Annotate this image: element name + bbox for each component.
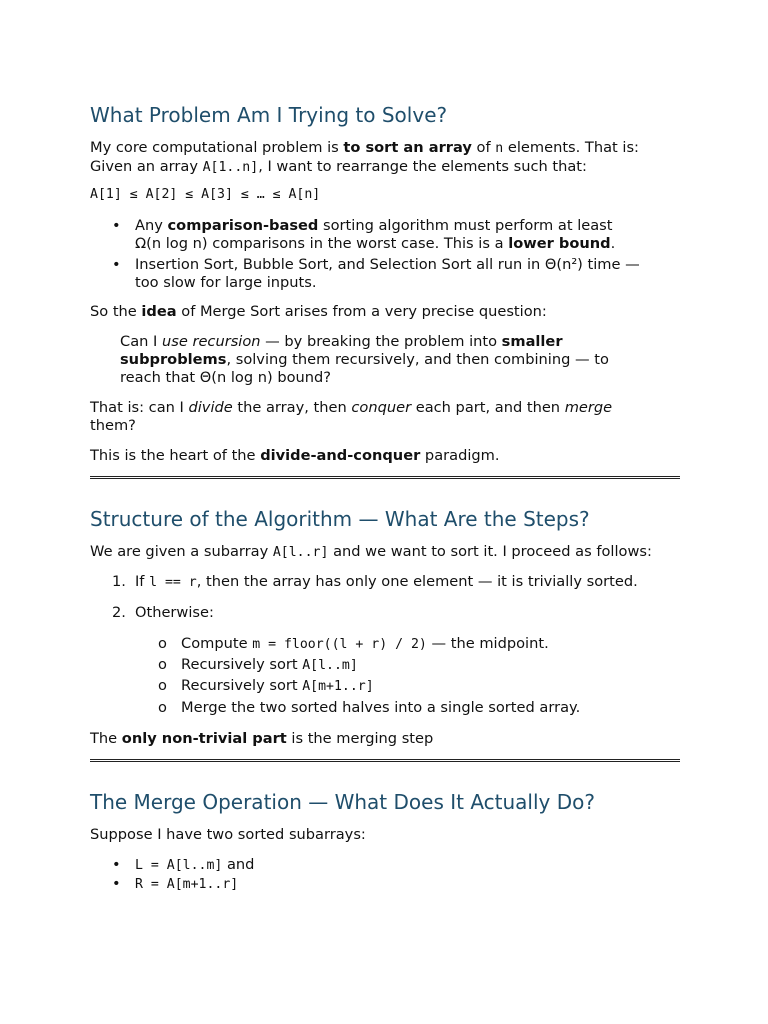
list-item: Recursively sort A[l..m] xyxy=(181,656,358,673)
inline-code: A[1..n] xyxy=(202,160,259,175)
step-number: 1. xyxy=(112,573,126,590)
idea-paragraph: So the idea of Merge Sort arises from a very precise question: xyxy=(90,303,547,320)
list-item: Recursively sort A[m+1..r] xyxy=(181,677,374,694)
emphasis: to sort an array xyxy=(343,139,472,156)
list-item xyxy=(135,875,675,894)
list-item: Any comparison-based sorting algorithm must perform at least Ω(n log n) comparisons in the worst case. This is a lower bound. xyxy=(135,217,616,252)
inline-code: L = A[l..m] xyxy=(135,858,223,873)
list-item: Otherwise: xyxy=(135,604,214,621)
list-item: If l == r, then the array has only one element — it is trivially sorted. xyxy=(135,573,638,590)
section-heading-merge: The Merge Operation — What Does It Actually Do? xyxy=(90,790,595,814)
section-divider xyxy=(90,759,680,762)
inline-code: m = floor((l + r) / 2) xyxy=(252,637,427,652)
inline-code: R = A[m+1..r] xyxy=(135,877,239,892)
blockquote-question: Can I use recursion — by breaking the problem into smaller subproblems, solving them recursively, and then combining — to reach that Θ(n log n) bound? xyxy=(120,333,609,386)
substep-marker: o xyxy=(158,656,167,673)
list-item: Compute m = floor((l + r) / 2) — the midpoint. xyxy=(181,635,549,652)
structure-intro-paragraph: We are given a subarray A[l..r] and we want to sort it. I proceed as follows: xyxy=(90,543,652,560)
list-item: Merge the two sorted halves into a single sorted array. xyxy=(181,699,581,716)
bullet-marker: • xyxy=(112,856,121,873)
merge-intro-paragraph: Suppose I have two sorted subarrays: xyxy=(90,826,366,843)
bullet-marker: • xyxy=(112,256,121,273)
bullet-marker: • xyxy=(112,875,121,892)
divide-conquer-paragraph: That is: can I divide the array, then conquer each part, and then merge them? xyxy=(90,399,613,434)
merging-step-paragraph: The only non-trivial part is the merging step xyxy=(90,730,434,747)
section-divider xyxy=(90,476,680,479)
bullet-marker: • xyxy=(112,217,121,234)
section-heading-structure: Structure of the Algorithm — What Are the Steps? xyxy=(90,507,590,531)
list-item: Insertion Sort, Bubble Sort, and Selection Sort all run in Θ(n²) time — too slow for large inputs. xyxy=(135,256,640,291)
step-number: 2. xyxy=(112,604,126,621)
inline-code: A[l..r] xyxy=(272,545,329,560)
substep-marker: o xyxy=(158,699,167,716)
section-heading-problem: What Problem Am I Trying to Solve? xyxy=(90,103,448,127)
inline-code: l == r xyxy=(149,575,197,590)
list-item: L = A[l..m] and xyxy=(135,856,255,873)
inline-code: A[m+1..r] xyxy=(302,679,374,694)
sorted-order-inequality: A[1] ≤ A[2] ≤ A[3] ≤ … ≤ A[n] xyxy=(90,187,321,202)
substep-marker: o xyxy=(158,677,167,694)
paradigm-paragraph: This is the heart of the divide-and-conquer paradigm. xyxy=(90,447,500,464)
inline-code: A[l..m] xyxy=(302,658,358,673)
inline-code: n xyxy=(495,141,504,156)
substep-marker: o xyxy=(158,635,167,652)
problem-intro-paragraph: My core computational problem is to sort an array of n elements. That is: Given an array A[1..n], I want to rearrange the elements such that: xyxy=(90,139,639,175)
